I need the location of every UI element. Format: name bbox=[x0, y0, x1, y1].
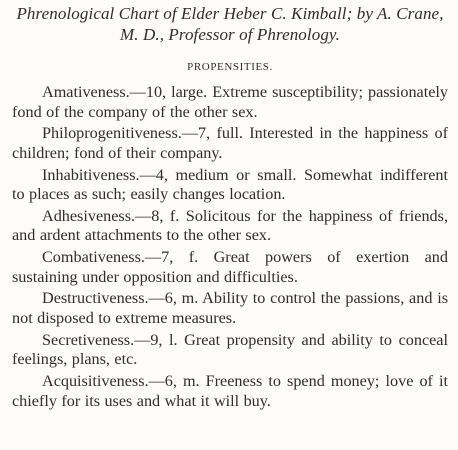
chart-title: Phrenological Chart of Elder Heber C. Kimball; by A. Crane, M. D., Professor of Phrenology. bbox=[16, 4, 444, 44]
entry-philoprogenitiveness: Philoprogenitiveness.—7, full. Interested in the happiness of children; fond of their company. bbox=[12, 124, 448, 162]
entry-acquisitiveness: Acquisitiveness.—6, m. Freeness to spend money; love of it chiefly for its uses and what it will buy. bbox=[12, 371, 448, 410]
entry-inhabitiveness: Inhabitiveness.—4, medium or small. Somewhat indifferent to places as such; easily changes location. bbox=[12, 165, 448, 204]
entry-amativeness: Amativeness.—10, large. Extreme susceptibility; passionately fond of the company of the other sex. bbox=[12, 83, 448, 121]
entry-adhesiveness: Adhesiveness.—8, f. Solicitous for the happiness of friends, and ardent attachments to the other sex. bbox=[12, 206, 448, 245]
section-heading: PROPENSITIES. bbox=[187, 61, 273, 73]
entry-secretiveness: Secretiveness.—9, l. Great propensity and ability to conceal feelings, plans, etc. bbox=[12, 330, 448, 369]
entry-combativeness: Combativeness.—7, f. Great powers of exertion and sustaining under opposition and difficulties. bbox=[12, 248, 448, 286]
entry-destructiveness: Destructiveness.—6, m. Ability to control the passions, and is not disposed to extreme measures. bbox=[12, 289, 448, 327]
